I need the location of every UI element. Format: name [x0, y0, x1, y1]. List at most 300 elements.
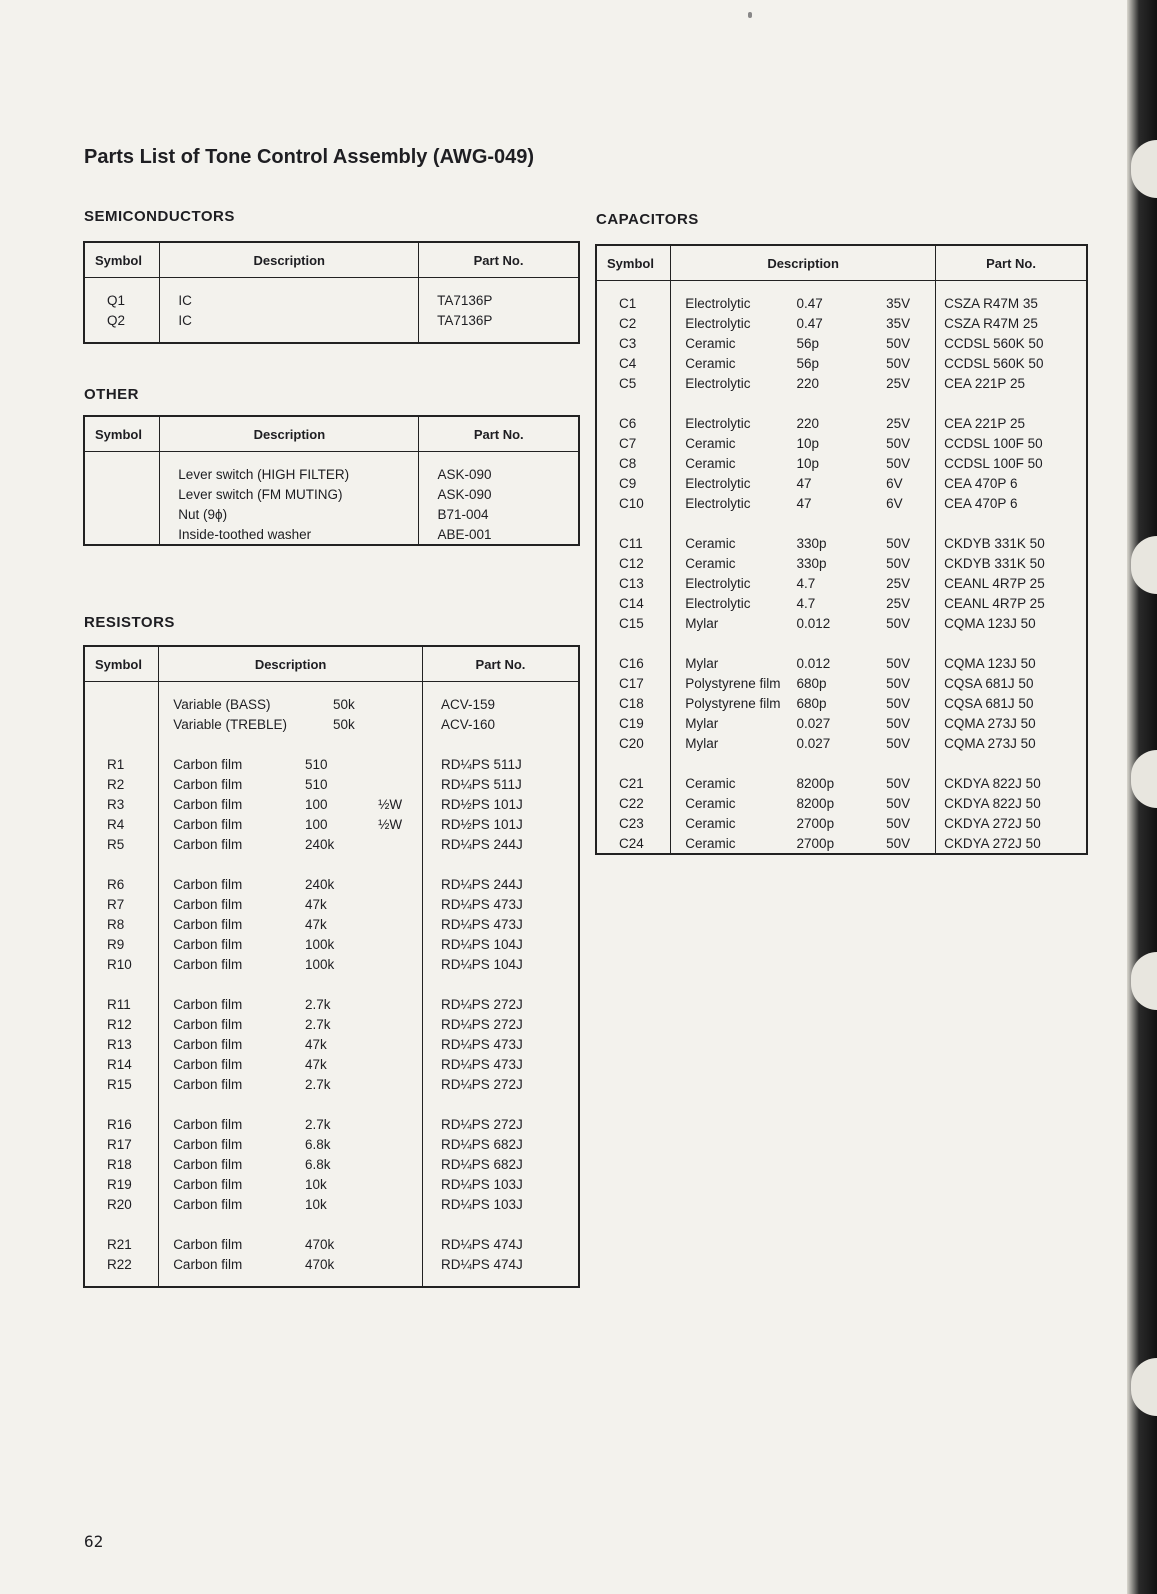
semiconductors-heading: SEMICONDUCTORS: [84, 208, 235, 225]
gap-cell: [936, 513, 1087, 533]
value-cell: 47: [796, 495, 812, 511]
spacer-cell: [84, 682, 159, 695]
part-no-cell: CQMA 273J 50: [936, 733, 1087, 753]
part-no-cell: CQMA 123J 50: [936, 613, 1087, 633]
part-no-cell: RD¼PS 511J: [422, 754, 579, 774]
table-row: [596, 453, 1087, 473]
col-symbol: Symbol: [84, 242, 160, 278]
gap-cell: [862, 753, 936, 773]
symbol-cell: C15: [619, 615, 644, 631]
gap-cell: [366, 1094, 422, 1114]
voltage-cell: 50V: [886, 815, 911, 831]
spacer-cell: [159, 682, 287, 695]
gap-cell: [366, 854, 422, 874]
description-cell: IC: [160, 290, 419, 310]
voltage-cell: 50V: [886, 775, 911, 791]
voltage-cell: 25V: [886, 595, 911, 611]
table-row: [84, 934, 579, 954]
type-cell: Carbon film: [159, 1014, 287, 1034]
value-cell: 100k: [304, 936, 335, 952]
type-cell: Carbon film: [159, 914, 287, 934]
table-row: [84, 524, 579, 545]
symbol-cell: C3: [619, 335, 637, 351]
gap-cell: [366, 1214, 422, 1234]
voltage-cell: 6V: [886, 495, 903, 511]
type-cell: Ceramic: [671, 553, 793, 573]
part-no-cell: RD¼PS 473J: [422, 914, 579, 934]
symbol-cell: [84, 524, 160, 545]
spacer-cell: [596, 281, 671, 294]
value-cell: 100: [304, 796, 328, 812]
type-cell: Ceramic: [671, 433, 793, 453]
type-cell: Electrolytic: [671, 593, 793, 613]
table-row: [596, 693, 1087, 713]
other-heading: OTHER: [84, 386, 139, 403]
group-gap-row: [596, 753, 1087, 773]
value-cell: 47k: [304, 1036, 327, 1052]
type-cell: Ceramic: [671, 793, 793, 813]
type-cell: Carbon film: [159, 1154, 287, 1174]
part-no-cell: RD¼PS 474J: [422, 1254, 579, 1274]
value-cell: 50k: [332, 696, 355, 712]
part-no-cell: CCDSL 100F 50: [936, 453, 1087, 473]
value-cell: 56p: [796, 335, 820, 351]
spacer-cell: [160, 452, 419, 465]
value-cell: 6.8k: [304, 1136, 331, 1152]
group-gap-row: [84, 1094, 579, 1114]
other-table: [83, 415, 580, 546]
value-cell: 680p: [796, 695, 827, 711]
voltage-cell: 50V: [886, 615, 911, 631]
table-row: [84, 1174, 579, 1194]
type-cell: Carbon film: [159, 1114, 287, 1134]
type-cell: Electrolytic: [671, 313, 793, 333]
symbol-cell: R13: [107, 1036, 132, 1052]
value-cell: 10p: [796, 455, 820, 471]
table-row: [596, 573, 1087, 593]
symbol-cell: R19: [107, 1176, 132, 1192]
gap-cell: [793, 513, 863, 533]
table-row: [84, 954, 579, 974]
table-row: [596, 293, 1087, 313]
wattage-cell: [366, 754, 422, 774]
table-row: [596, 553, 1087, 573]
spacer-cell: [287, 682, 366, 695]
table-row: [84, 894, 579, 914]
table-row: [596, 493, 1087, 513]
value-cell: 470k: [304, 1236, 335, 1252]
semiconductors-table: [83, 241, 580, 344]
symbol-cell: C10: [619, 495, 644, 511]
symbol-cell: R8: [107, 916, 125, 932]
part-no-cell: CEA 470P 6: [936, 493, 1087, 513]
spacer-cell: [287, 1274, 366, 1287]
wattage-cell: [366, 1014, 422, 1034]
gap-cell: [84, 1214, 159, 1234]
value-cell: 240k: [304, 876, 335, 892]
part-no-cell: CKDYA 822J 50: [936, 793, 1087, 813]
spacer-row: [84, 1274, 579, 1287]
symbol-cell: R4: [107, 816, 125, 832]
part-no-cell: ABE-001: [419, 524, 579, 545]
spacer-cell: [84, 330, 160, 343]
resistors-table: [83, 645, 580, 1288]
symbol-cell: C2: [619, 315, 637, 331]
symbol-cell: R6: [107, 876, 125, 892]
gap-cell: [422, 734, 579, 754]
value-cell: 220: [796, 415, 820, 431]
table-row: [84, 794, 579, 814]
symbol-cell: [84, 484, 160, 504]
voltage-cell: 50V: [886, 355, 911, 371]
table-row: [84, 484, 579, 504]
spacer-row: [84, 278, 579, 291]
gap-cell: [936, 753, 1087, 773]
symbol-cell: R18: [107, 1156, 132, 1172]
value-cell: 470k: [304, 1256, 335, 1272]
value-cell: 330p: [796, 555, 827, 571]
spacer-row: [84, 330, 579, 343]
wattage-cell: [366, 874, 422, 894]
wattage-cell: [366, 1194, 422, 1214]
spacer-cell: [366, 1274, 422, 1287]
gap-cell: [862, 633, 936, 653]
value-cell: 2700p: [796, 835, 835, 851]
gap-cell: [366, 734, 422, 754]
part-no-cell: RD¼PS 272J: [422, 1014, 579, 1034]
value-cell: 8200p: [796, 775, 835, 791]
table-row: [84, 834, 579, 854]
voltage-cell: 25V: [886, 415, 911, 431]
spacer-cell: [84, 1274, 159, 1287]
value-cell: 10p: [796, 435, 820, 451]
type-cell: Carbon film: [159, 1134, 287, 1154]
part-no-cell: RD¼PS 473J: [422, 1054, 579, 1074]
table-row: [84, 1154, 579, 1174]
part-no-cell: RD¼PS 244J: [422, 834, 579, 854]
type-cell: Ceramic: [671, 533, 793, 553]
type-cell: Polystyrene film: [671, 673, 793, 693]
gap-cell: [596, 753, 671, 773]
table-row: [84, 310, 579, 330]
type-cell: Carbon film: [159, 874, 287, 894]
symbol-cell: C9: [619, 475, 637, 491]
voltage-cell: 50V: [886, 715, 911, 731]
symbol-cell: R15: [107, 1076, 132, 1092]
part-no-cell: CQSA 681J 50: [936, 693, 1087, 713]
gap-cell: [793, 753, 863, 773]
part-no-cell: CEA 221P 25: [936, 413, 1087, 433]
wattage-cell: [366, 834, 422, 854]
voltage-cell: 50V: [886, 795, 911, 811]
table-row: [596, 813, 1087, 833]
part-no-cell: CSZA R47M 35: [936, 293, 1087, 313]
value-cell: 0.012: [796, 615, 831, 631]
gap-cell: [936, 633, 1087, 653]
symbol-cell: C14: [619, 595, 644, 611]
part-no-cell: RD¼PS 103J: [422, 1174, 579, 1194]
gap-cell: [422, 1094, 579, 1114]
symbol-cell: C4: [619, 355, 637, 371]
symbol-cell: R2: [107, 776, 125, 792]
type-cell: Carbon film: [159, 894, 287, 914]
table-row: [84, 464, 579, 484]
wattage-cell: ½W: [378, 796, 403, 812]
type-cell: Carbon film: [159, 1034, 287, 1054]
value-cell: 56p: [796, 355, 820, 371]
table-row: [84, 1054, 579, 1074]
voltage-cell: 50V: [886, 675, 911, 691]
table-row: [596, 353, 1087, 373]
part-no-cell: CQSA 681J 50: [936, 673, 1087, 693]
gap-cell: [287, 974, 366, 994]
symbol-cell: C8: [619, 455, 637, 471]
table-row: [596, 373, 1087, 393]
part-no-cell: CEA 221P 25: [936, 373, 1087, 393]
group-gap-row: [84, 734, 579, 754]
part-no-cell: CSZA R47M 25: [936, 313, 1087, 333]
type-cell: Mylar: [671, 653, 793, 673]
symbol-cell: R11: [107, 996, 131, 1012]
wattage-cell: [366, 1154, 422, 1174]
part-no-cell: CEANL 4R7P 25: [936, 573, 1087, 593]
value-cell: 100k: [304, 956, 335, 972]
table-row: [84, 714, 579, 734]
part-no-cell: ASK-090: [419, 484, 579, 504]
spacer-cell: [793, 281, 863, 294]
gap-cell: [159, 1214, 287, 1234]
type-cell: Ceramic: [671, 453, 793, 473]
part-no-cell: TA7136P: [419, 290, 579, 310]
type-cell: Carbon film: [159, 794, 287, 814]
resistors-heading: RESISTORS: [84, 614, 175, 631]
symbol-cell: R7: [107, 896, 125, 912]
spacer-cell: [84, 278, 160, 291]
value-cell: 47k: [304, 916, 327, 932]
symbol-cell: [84, 714, 159, 734]
table-row: [596, 733, 1087, 753]
part-no-cell: RD¼PS 272J: [422, 1114, 579, 1134]
symbol-cell: Q2: [107, 312, 126, 328]
wattage-cell: [366, 1054, 422, 1074]
part-no-cell: RD¼PS 682J: [422, 1134, 579, 1154]
part-no-cell: CCDSL 560K 50: [936, 353, 1087, 373]
table-row: [84, 1034, 579, 1054]
value-cell: 2.7k: [304, 1076, 331, 1092]
table-row: [84, 694, 579, 714]
gap-cell: [671, 393, 793, 413]
gap-cell: [422, 974, 579, 994]
type-cell: Electrolytic: [671, 413, 793, 433]
part-no-cell: ASK-090: [419, 464, 579, 484]
type-cell: Mylar: [671, 733, 793, 753]
type-cell: Carbon film: [159, 934, 287, 954]
voltage-cell: 50V: [886, 735, 911, 751]
voltage-cell: 50V: [886, 555, 911, 571]
table-row: [596, 713, 1087, 733]
value-cell: 510: [304, 776, 328, 792]
gap-cell: [84, 974, 159, 994]
table-row: [84, 1254, 579, 1274]
type-cell: Electrolytic: [671, 473, 793, 493]
voltage-cell: 50V: [886, 655, 911, 671]
table-row: [84, 504, 579, 524]
type-cell: Carbon film: [159, 814, 287, 834]
wattage-cell: [366, 954, 422, 974]
gap-cell: [793, 393, 863, 413]
voltage-cell: 50V: [886, 455, 911, 471]
gap-cell: [84, 1094, 159, 1114]
group-gap-row: [596, 633, 1087, 653]
part-no-cell: RD¼PS 244J: [422, 874, 579, 894]
voltage-cell: 50V: [886, 835, 911, 851]
type-cell: Carbon film: [159, 1254, 287, 1274]
gap-cell: [671, 513, 793, 533]
symbol-cell: C5: [619, 375, 637, 391]
type-cell: Carbon film: [159, 1054, 287, 1074]
type-cell: Carbon film: [159, 1234, 287, 1254]
group-gap-row: [596, 513, 1087, 533]
col-part-no: Part No.: [422, 646, 579, 682]
table-row: [596, 653, 1087, 673]
part-no-cell: RD¼PS 474J: [422, 1234, 579, 1254]
gap-cell: [936, 393, 1087, 413]
value-cell: 240k: [304, 836, 335, 852]
symbol-cell: C16: [619, 655, 644, 671]
voltage-cell: 6V: [886, 475, 903, 491]
value-cell: 220: [796, 375, 820, 391]
table-row: [84, 1114, 579, 1134]
symbol-cell: C1: [619, 295, 637, 311]
value-cell: 0.012: [796, 655, 831, 671]
wattage-cell: [366, 1114, 422, 1134]
gap-cell: [287, 1094, 366, 1114]
type-cell: Ceramic: [671, 333, 793, 353]
gap-cell: [671, 753, 793, 773]
table-row: [596, 613, 1087, 633]
wattage-cell: [366, 694, 422, 714]
type-cell: Polystyrene film: [671, 693, 793, 713]
value-cell: 50k: [332, 716, 355, 732]
wattage-cell: [366, 774, 422, 794]
gap-cell: [287, 1214, 366, 1234]
table-row: [596, 313, 1087, 333]
spacer-cell: [160, 330, 419, 343]
value-cell: 510: [304, 756, 328, 772]
voltage-cell: 50V: [886, 435, 911, 451]
symbol-cell: R12: [107, 1016, 132, 1032]
value-cell: 10k: [304, 1176, 327, 1192]
voltage-cell: 25V: [886, 575, 911, 591]
spacer-row: [84, 682, 579, 695]
col-part-no: Part No.: [419, 242, 579, 278]
value-cell: 8200p: [796, 795, 835, 811]
table-row: [596, 833, 1087, 854]
wattage-cell: [366, 994, 422, 1014]
gap-cell: [671, 633, 793, 653]
part-no-cell: RD¼PS 103J: [422, 1194, 579, 1214]
symbol-cell: R9: [107, 936, 125, 952]
wattage-cell: [366, 1254, 422, 1274]
value-cell: 680p: [796, 675, 827, 691]
capacitors-table: [595, 244, 1088, 855]
symbol-cell: R20: [107, 1196, 132, 1212]
gap-cell: [84, 854, 159, 874]
table-row: [84, 1194, 579, 1214]
wattage-cell: [366, 914, 422, 934]
value-cell: 4.7: [796, 575, 816, 591]
wattage-cell: [366, 1074, 422, 1094]
type-cell: Variable (BASS): [159, 694, 287, 714]
spacer-cell: [419, 452, 579, 465]
symbol-cell: C22: [619, 795, 644, 811]
wattage-cell: ½W: [378, 816, 403, 832]
spacer-cell: [671, 281, 793, 294]
col-part-no: Part No.: [419, 416, 579, 452]
table-row: [84, 774, 579, 794]
symbol-cell: C23: [619, 815, 644, 831]
type-cell: Carbon film: [159, 754, 287, 774]
part-no-cell: ACV-159: [422, 694, 579, 714]
gap-cell: [422, 1214, 579, 1234]
type-cell: Carbon film: [159, 1174, 287, 1194]
table-row: [84, 1234, 579, 1254]
voltage-cell: 50V: [886, 695, 911, 711]
type-cell: Ceramic: [671, 833, 793, 854]
voltage-cell: 25V: [886, 375, 911, 391]
type-cell: Electrolytic: [671, 573, 793, 593]
value-cell: 47: [796, 475, 812, 491]
value-cell: 6.8k: [304, 1156, 331, 1172]
spacer-cell: [160, 278, 419, 291]
description-cell: Nut (9ϕ): [160, 504, 419, 524]
capacitors-heading: CAPACITORS: [596, 211, 699, 228]
spacer-cell: [936, 281, 1087, 294]
symbol-cell: C19: [619, 715, 644, 731]
value-cell: 2.7k: [304, 1116, 331, 1132]
spacer-cell: [419, 330, 579, 343]
symbol-cell: C24: [619, 835, 644, 851]
part-no-cell: CQMA 273J 50: [936, 713, 1087, 733]
value-cell: 10k: [304, 1196, 327, 1212]
part-no-cell: RD¼PS 682J: [422, 1154, 579, 1174]
part-no-cell: CCDSL 560K 50: [936, 333, 1087, 353]
table-row: [596, 473, 1087, 493]
wattage-cell: [366, 1234, 422, 1254]
gap-cell: [422, 854, 579, 874]
group-gap-row: [84, 1214, 579, 1234]
gap-cell: [793, 633, 863, 653]
gap-cell: [159, 1094, 287, 1114]
col-part-no: Part No.: [936, 245, 1087, 281]
part-no-cell: CEA 470P 6: [936, 473, 1087, 493]
table-row: [84, 994, 579, 1014]
gap-cell: [84, 734, 159, 754]
col-description: Description: [159, 646, 423, 682]
table-row: [84, 1074, 579, 1094]
part-no-cell: RD½PS 101J: [422, 794, 579, 814]
value-cell: 0.027: [796, 735, 831, 751]
part-no-cell: RD¼PS 104J: [422, 954, 579, 974]
part-no-cell: B71-004: [419, 504, 579, 524]
col-description: Description: [160, 416, 419, 452]
page-number: 62: [84, 1532, 104, 1551]
symbol-cell: C11: [619, 535, 643, 551]
col-symbol: Symbol: [84, 416, 160, 452]
part-no-cell: TA7136P: [419, 310, 579, 330]
table-row: [596, 533, 1087, 553]
part-no-cell: CQMA 123J 50: [936, 653, 1087, 673]
